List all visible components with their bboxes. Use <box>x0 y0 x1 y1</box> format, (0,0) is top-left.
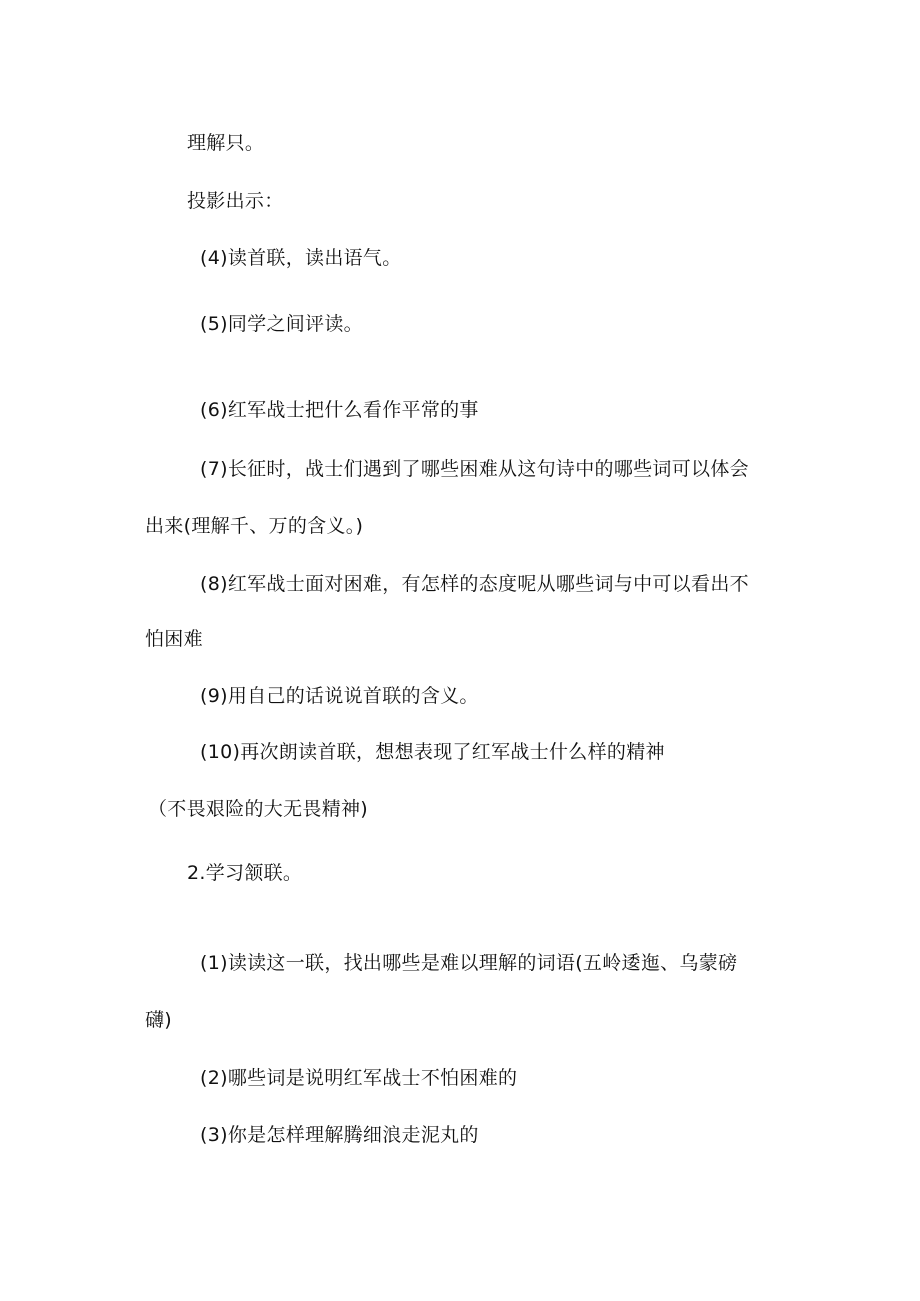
text-line: (4)读首联，读出语气。 <box>200 247 402 269</box>
text-line: (5)同学之间评读。 <box>200 313 363 335</box>
text-line: 2.学习颔联。 <box>187 862 303 884</box>
text-line: 怕困难 <box>145 628 203 650</box>
text-line: (8)红军战士面对困难，有怎样的态度呢从哪些词与中可以看出不 <box>200 573 749 595</box>
text-line: 出来(理解千、万的含义。) <box>145 515 364 537</box>
text-line: 投影出示： <box>187 190 284 212</box>
text-line: (1)读读这一联，找出哪些是难以理解的词语(五岭逶迤、乌蒙磅 <box>200 952 738 974</box>
text-line: （不畏艰险的大无畏精神) <box>148 798 369 820</box>
text-line: (10)再次朗读首联，想想表现了红军战士什么样的精神 <box>200 741 665 763</box>
text-line: (6)红军战士把什么看作平常的事 <box>200 399 479 421</box>
text-line: (9)用自己的话说说首联的含义。 <box>200 685 479 707</box>
text-line: (7)长征时，战士们遇到了哪些困难从这句诗中的哪些词可以体会 <box>200 458 749 480</box>
text-line: (3)你是怎样理解腾细浪走泥丸的 <box>200 1124 479 1146</box>
text-line: 理解只。 <box>187 132 265 154</box>
text-line: 礴) <box>145 1009 173 1031</box>
text-line: (2)哪些词是说明红军战士不怕困难的 <box>200 1067 518 1089</box>
